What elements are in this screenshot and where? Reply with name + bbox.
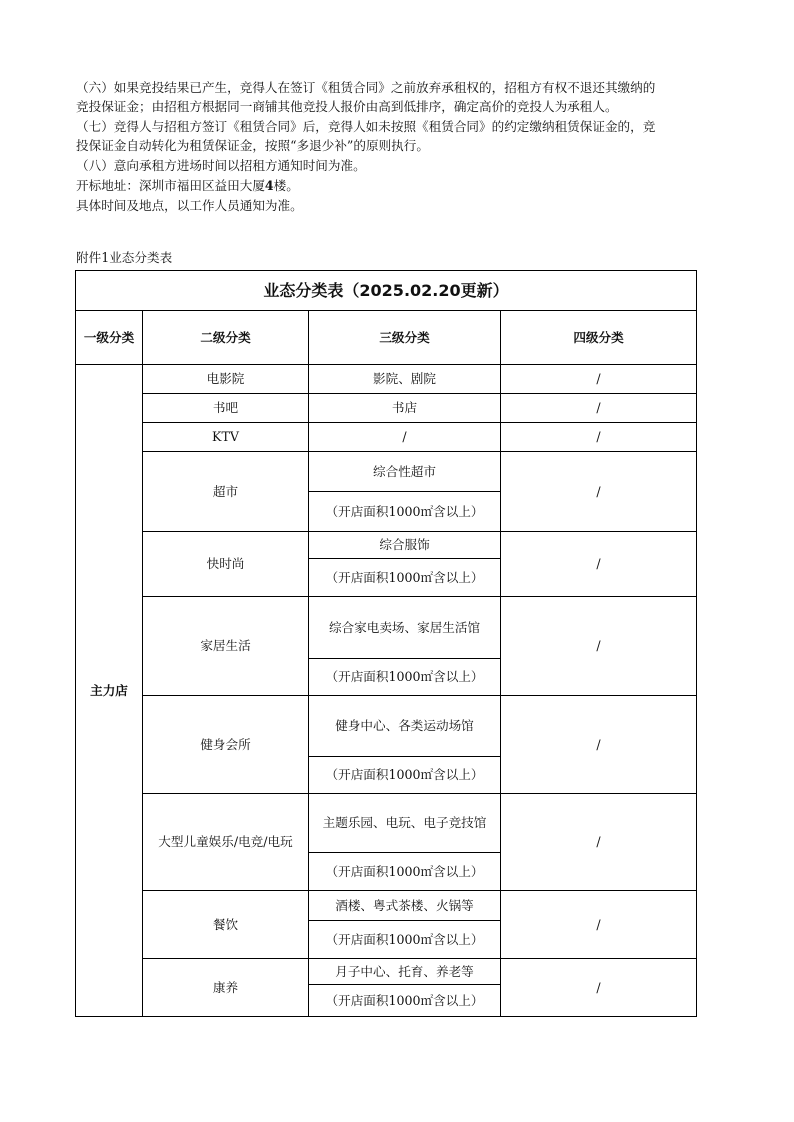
level-2-cell: 超市 [143,452,309,532]
level-3-cell: 综合服饰 [309,532,501,559]
level-4-cell: / [501,423,697,452]
level-3-area-note: （开店面积1000㎡含以上） [309,921,501,959]
table-row [76,452,697,492]
header-level-4: 四级分类 [501,311,697,365]
level-4-cell: / [501,696,697,794]
level-3-cell: 影院、剧院 [309,365,501,394]
level-2-cell: 餐饮 [143,891,309,959]
paragraph-7-line-1: （七）竞得人与招租方签订《租赁合同》后，竞得人如未按照《租赁合同》的约定缴纳租赁保证金的，竞 [76,119,656,134]
level-4-cell: / [501,365,697,394]
table-row [76,794,697,853]
level-3-area-note: （开店面积1000㎡含以上） [309,492,501,532]
level-2-cell: 书吧 [143,394,309,423]
level-3-cell: 月子中心、托育、养老等 [309,959,501,985]
level-2-cell: 快时尚 [143,532,309,597]
level-3-area-note: （开店面积1000㎡含以上） [309,853,501,891]
level-2-cell: 家居生活 [143,597,309,696]
table-row [76,891,697,921]
table-row [76,597,697,659]
table-title: 业态分类表（2025.02.20更新） [76,271,697,311]
level-3-area-note: （开店面积1000㎡含以上） [309,985,501,1017]
level-4-cell: / [501,532,697,597]
level-4-cell: / [501,597,697,696]
table-row [76,394,697,423]
level-2-cell: KTV [143,423,309,452]
paragraph-6-line-1: （六）如果竞投结果已产生，竞得人在签订《租赁合同》之前放弃承租权的，招租方有权不退还其缴纳的 [76,80,656,95]
level-3-cell: 书店 [309,394,501,423]
level-3-cell: 主题乐园、电玩、电子竞技馆 [309,794,501,853]
level-3-area-note: （开店面积1000㎡含以上） [309,659,501,696]
level-3-cell: 酒楼、粤式茶楼、火锅等 [309,891,501,921]
level-2-cell: 康养 [143,959,309,1017]
table-row [76,532,697,559]
header-level-3: 三级分类 [309,311,501,365]
level-3-cell: 健身中心、各类运动场馆 [309,696,501,757]
level-4-cell: / [501,394,697,423]
header-level-1: 一级分类 [76,311,143,365]
bid-address-suffix: 楼。 [273,178,299,193]
paragraph-7-line-2: 投保证金自动转化为租赁保证金，按照“多退少补”的原则执行。 [76,138,429,153]
business-classification-table [75,270,697,1017]
table-row [76,365,697,394]
level-4-cell: / [501,959,697,1017]
header-level-2: 二级分类 [143,311,309,365]
level-4-cell: / [501,794,697,891]
level-4-cell: / [501,891,697,959]
level-2-cell: 电影院 [143,365,309,394]
level-3-area-note: （开店面积1000㎡含以上） [309,559,501,597]
table-row [76,959,697,985]
paragraph-8: （八）意向承租方进场时间以招租方通知时间为准。 [76,158,366,173]
bid-address-prefix: 开标地址：深圳市福田区益田大厦 [76,178,265,193]
level-3-area-note: （开店面积1000㎡含以上） [309,757,501,794]
paragraph-6-line-2: 竞投保证金；由招租方根据同一商铺其他竞投人报价由高到低排序，确定高价的竞投人为承租人。 [76,99,618,114]
bid-address [76,176,299,195]
time-note: 具体时间及地点，以工作人员通知为准。 [76,198,303,213]
attachment-caption: 附件1业态分类表 [76,250,173,265]
level-3-cell: / [309,423,501,452]
level-2-cell: 大型儿童娱乐/电竞/电玩 [143,794,309,891]
bid-address-floor: 4 [264,178,274,193]
level-3-cell: 综合性超市 [309,452,501,492]
table-row [76,423,697,452]
level-3-cell: 综合家电卖场、家居生活馆 [309,597,501,659]
level-1-anchor-store: 主力店 [76,365,143,1017]
table-row [76,696,697,757]
level-2-cell: 健身会所 [143,696,309,794]
level-4-cell: / [501,452,697,532]
